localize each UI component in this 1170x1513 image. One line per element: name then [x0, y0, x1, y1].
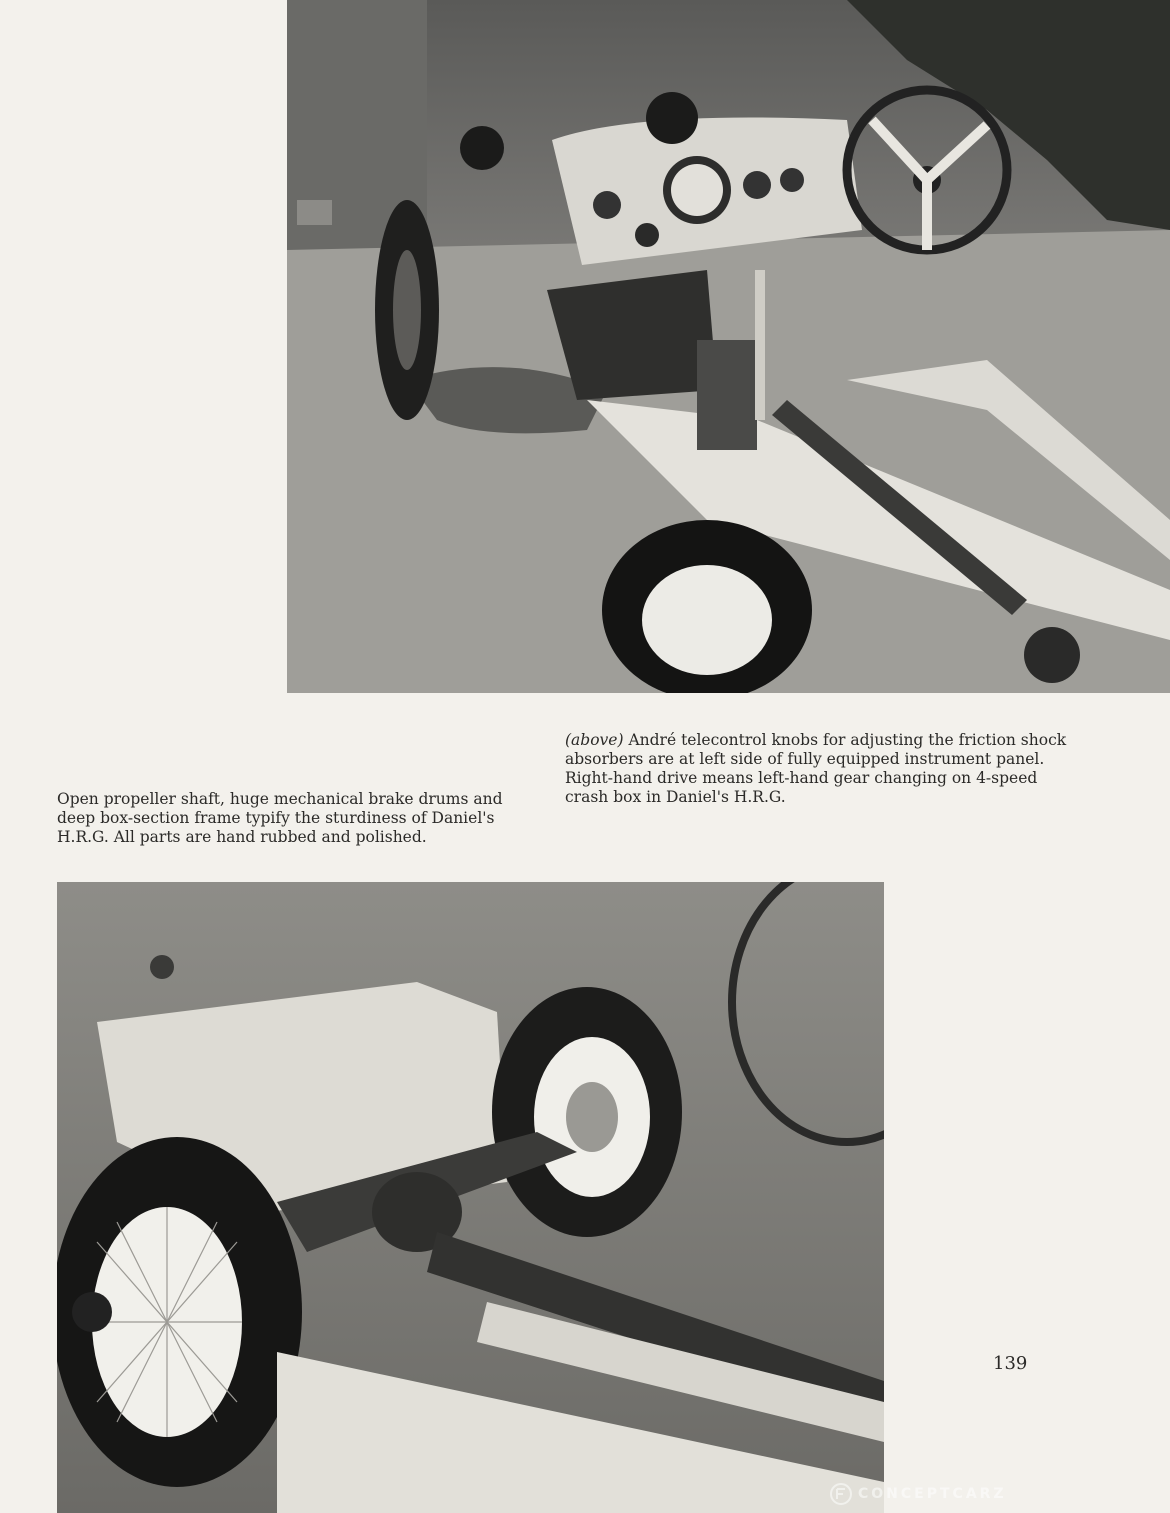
logo-icon — [830, 1483, 852, 1505]
caption-line: (above) André telecontrol knobs for adjusting the friction shock — [565, 731, 1067, 749]
caption-line: absorbers are at left side of fully equipped instrument panel. — [565, 750, 1045, 768]
watermark — [830, 1482, 1130, 1506]
rear-chassis-photo — [57, 882, 884, 1513]
caption-line: crash box in Daniel's H.R.G. — [565, 788, 786, 806]
caption-line: H.R.G. All parts are hand rubbed and polished. — [57, 828, 427, 846]
page-number: 139 — [993, 1353, 1028, 1374]
caption-line: Right-hand drive means left-hand gear changing on 4-speed — [565, 769, 1038, 787]
dashboard-photo-caption — [565, 731, 1077, 807]
caption-line: Open propeller shaft, huge mechanical brake drums and — [57, 790, 503, 808]
chassis-photo-caption — [57, 790, 521, 847]
chassis-dashboard-photo — [287, 0, 1170, 693]
watermark-text: CONCEPTCARZ — [858, 1486, 1007, 1502]
caption-line: deep box-section frame typify the sturdiness of Daniel's — [57, 809, 495, 827]
